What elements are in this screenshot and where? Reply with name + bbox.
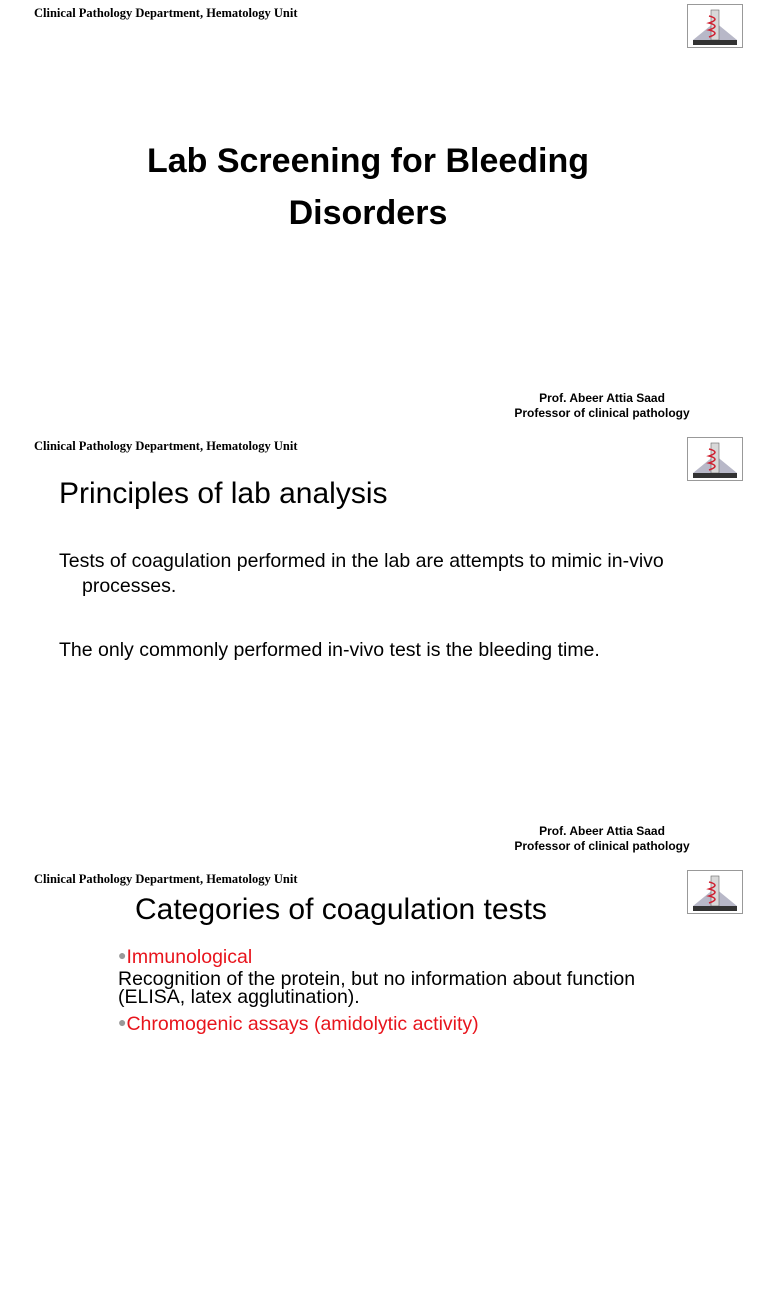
paragraph-2: The only commonly performed in-vivo test is the bleeding time.	[59, 639, 600, 661]
author-name: Prof. Abeer Attia Saad	[539, 391, 665, 405]
slide-2	[0, 433, 768, 866]
title-line-2: Disorders	[288, 194, 448, 232]
bullet-icon: ●	[118, 1014, 127, 1030]
faculty-logo-icon	[687, 4, 743, 48]
slide-header: Clinical Pathology Department, Hematology Unit	[34, 439, 298, 453]
author-block	[500, 391, 704, 421]
slide-title	[0, 135, 736, 239]
paragraph-line: processes.	[82, 575, 177, 597]
paragraph-line: Tests of coagulation performed in the lab are attempts to mimic in-vivo	[59, 550, 664, 572]
faculty-logo-icon	[687, 870, 743, 914]
bullet-icon: ●	[118, 947, 127, 963]
bullet-chromogenic	[118, 1011, 479, 1035]
author-title: Professor of clinical pathology	[514, 406, 690, 420]
slide-1	[0, 0, 768, 433]
author-block	[500, 824, 704, 854]
title-line-1: Lab Screening for Bleeding	[146, 142, 590, 180]
bullet-label: Immunological	[126, 946, 253, 968]
bullet-description	[118, 970, 635, 1006]
paragraph-line: (ELISA, latex agglutination).	[118, 986, 360, 1008]
slide-header: Clinical Pathology Department, Hematology Unit	[34, 872, 298, 886]
slide-header: Clinical Pathology Department, Hematology Unit	[34, 6, 298, 20]
slide-3	[0, 866, 768, 1299]
bullet-label: Chromogenic assays (amidolytic activity)	[126, 1013, 479, 1035]
author-name: Prof. Abeer Attia Saad	[539, 824, 665, 838]
paragraph-1	[59, 549, 664, 599]
slide-title: Categories of coagulation tests	[135, 893, 547, 926]
slide-title: Principles of lab analysis	[59, 477, 388, 510]
author-title: Professor of clinical pathology	[514, 839, 690, 853]
bullet-immunological	[118, 944, 252, 968]
paragraph-line: Recognition of the protein, but no information about function	[118, 968, 636, 990]
faculty-logo-icon	[687, 437, 743, 481]
